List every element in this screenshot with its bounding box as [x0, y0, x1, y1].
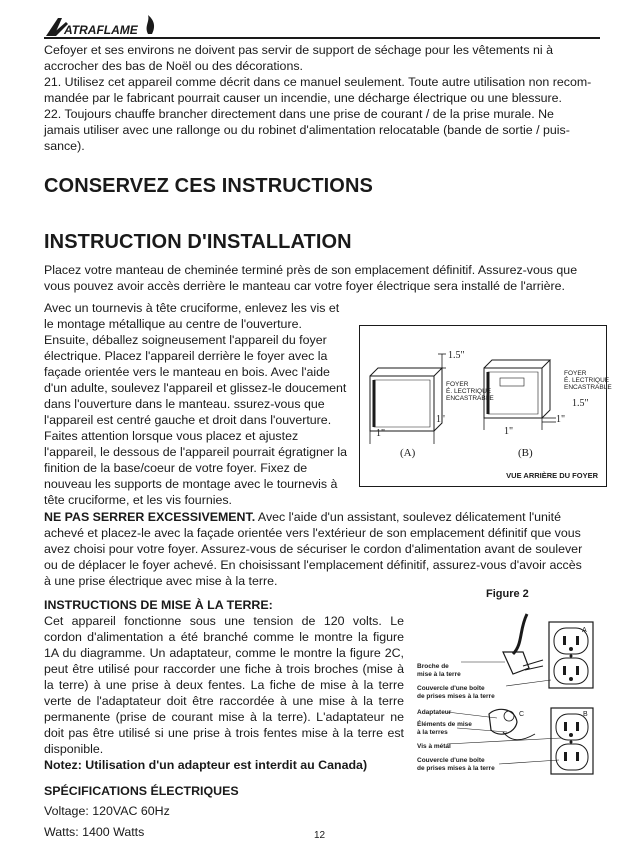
dim-side-a-label: 1" [436, 414, 446, 425]
specs-watts: Watts: 1400 Watts [44, 825, 145, 839]
figure-caption: VUE ARRIÈRE DU FOYER [506, 471, 598, 480]
warning-line: achevé et placez-le avec la façade orientée vers l'extérieur de son emplacement définitif que vous [44, 526, 581, 540]
grounding-line: doit pas être utilisé si une prise à trois fentes mise à la terre est [44, 726, 404, 740]
callout-box-b: de prises mises à la terre [417, 765, 495, 772]
label-c: C [519, 711, 525, 718]
insert-b-drawing [484, 360, 556, 430]
grounding-line: 1A du diagramme. Un adaptateur, comme le montre la figure 2C, [44, 646, 404, 660]
page-number: 12 [314, 830, 326, 841]
warning-section [44, 509, 604, 589]
callout-ground-parts: à la terres [417, 729, 448, 736]
foyer-label-a: ENCASTRABLE [446, 395, 494, 402]
callout-box-a: Couvercle d'une boîte [417, 685, 485, 692]
dim-bottom-a-label: 1" [376, 428, 386, 439]
label-b: B [583, 711, 588, 718]
step-line: d'un adulte, soulevez l'appareil et glissez-le doucement [44, 381, 347, 395]
step-line: façade orientée vers le manteau en bois. Avec l'aide [44, 365, 330, 379]
step-line: Avec un tournevis à tête cruciforme, enlevez les vis et [44, 301, 340, 315]
grounding-diagram [411, 610, 601, 790]
grounding-heading: INSTRUCTIONS DE MISE À LA TERRE: [44, 598, 273, 612]
specs-heading: SPÉCIFICATIONS ÉLECTRIQUES [44, 784, 239, 798]
callout-adapter: Adaptateur [417, 709, 452, 716]
foyer-label-a: É. LECTRIQUE [446, 388, 492, 395]
figure-b-label: (B) [518, 447, 533, 459]
header-rule [44, 37, 600, 39]
step-line: finition de la base/coeur de votre foyer. Fixez de [44, 461, 308, 475]
intro-section [44, 42, 604, 154]
item-22-line: sance). [44, 139, 85, 153]
item-21-line: 21. Utilisez cet appareil comme décrit dans ce manuel seulement. Toute autre utilisation non recom- [44, 75, 592, 89]
grounding-line: Cet appareil fonctionne sous une tension de 120 volts. Le [44, 614, 404, 628]
warning-line: à une prise électrique avec mise à la terre. [44, 574, 278, 588]
grounding-line: permanente (prise de courant mise à la terre). L'adaptateur ne [44, 710, 404, 724]
specs-voltage: Voltage: 120VAC 60Hz [44, 804, 170, 818]
intro-line: Cefoyer et ses environs ne doivent pas servir de support de séchage pour les vêtements ni à [44, 43, 553, 57]
figure-rear-view [359, 325, 612, 487]
conserve-heading: CONSERVEZ CES INSTRUCTIONS [44, 175, 373, 197]
install-intro [44, 262, 604, 294]
install-intro-line: vous pouvez avoir accès derrière le manteau car votre foyer électrique sera installé de l'arrière. [44, 279, 565, 293]
grounding-line: cordon d'alimentation a été branché comme le montre la figure [44, 630, 404, 644]
grounding-line: la terre) à une prise à deux fentes. La fiche de mise à la terre [44, 678, 404, 692]
foyer-label-b: FOYER [564, 370, 587, 377]
install-heading: INSTRUCTION D'INSTALLATION [44, 231, 352, 253]
dim-bottom-b-label: 1" [504, 426, 514, 437]
label-a: A [582, 627, 587, 634]
logo-text: ATRAFLAME [64, 23, 138, 37]
callout-ground-parts: Éléments de mise [417, 721, 472, 728]
callout-box-b: Couvercle d'une boîte [417, 757, 485, 764]
foyer-label-b: ENCASTRABLE [564, 384, 612, 391]
callout-plug: Broche de [417, 663, 449, 670]
item-22-line: 22. Toujours chauffe brancher directement dans une prise de courant / de la prise murale. Ne [44, 107, 554, 121]
warning-line: avez choisi pour votre foyer. Assurez-vous de sécuriser le cordon d'alimentation avant de soulever [44, 542, 583, 556]
warning-bold: NE PAS SERRER EXCESSIVEMENT. [44, 510, 256, 524]
fireplace-diagram [360, 326, 612, 485]
dim-right-label: 1.5" [572, 398, 589, 409]
foyer-label-a: FOYER [446, 381, 469, 388]
figure-a-label: (A) [400, 447, 416, 459]
atraflame-logo [44, 12, 164, 38]
item-21-line: mandée par le fabricant pourrait causer un incendie, une décharge électrique ou une blessure. [44, 91, 562, 105]
callout-box-a: de prises mises à la terre [417, 693, 495, 700]
callout-plug: mise à la terre [417, 671, 461, 678]
foyer-label-b: É. LECTRIQUE [564, 377, 610, 384]
warning-text: Avec l'aide d'un assistant, soulevez délicatement l'unité [255, 510, 561, 524]
step-line: le montage métallique au centre de l'ouverture. [44, 317, 302, 331]
canada-note: Notez: Utilisation d'un adapteur est interdit au Canada) [44, 758, 368, 772]
step-line: tête cruciforme, et les vis fournies. [44, 493, 232, 507]
figure-2-title: Figure 2 [486, 588, 529, 600]
grounding-text [44, 613, 404, 757]
install-intro-line: Placez votre manteau de cheminée terminé près de son emplacement définitif. Assurez-vous que [44, 263, 578, 277]
item-22-line: jamais utiliser avec une rallonge ou du robinet d'alimentation relocatable (bande de sortie / puis- [44, 123, 570, 137]
step-line: dans l'ouverture dans le manteau. ssurez-vous que [44, 397, 325, 411]
step-line: Ensuite, déballez soigneusement l'appareil du foyer [44, 333, 327, 347]
grounding-line: peut être utilisé pour raccorder une fiche à trois broches (mise à [44, 662, 404, 676]
step-line: l'appareil, le dessous de l'appareil pourrait égratigner la [44, 445, 347, 459]
callout-screw: Vis à métal [417, 743, 451, 750]
step-line: l'appareil est centré gauche et droit dans l'ouverture. [44, 413, 332, 427]
grounding-line: verte de l'adaptateur doit être raccordée à une mise à la terre [44, 694, 404, 708]
dim-side-b-label: 1" [556, 414, 566, 425]
step-line: Faites attention lorsque vous placez et ajustez [44, 429, 299, 443]
warning-line: ou de déplacer le foyer achevé. En choisissant l'emplacement définitif, assurez-vous d'avoir accès [44, 558, 582, 572]
grounding-line: disponible. [44, 742, 104, 756]
install-steps [44, 300, 356, 508]
step-line: électrique. Placez l'appareil derrière le foyer avec la [44, 349, 328, 363]
intro-line: accrocher des bas de Noël ou des décorations. [44, 59, 303, 73]
dim-top-label: 1.5" [448, 350, 465, 361]
step-line: nouveau les supports de montage avec le tournevis à [44, 477, 338, 491]
